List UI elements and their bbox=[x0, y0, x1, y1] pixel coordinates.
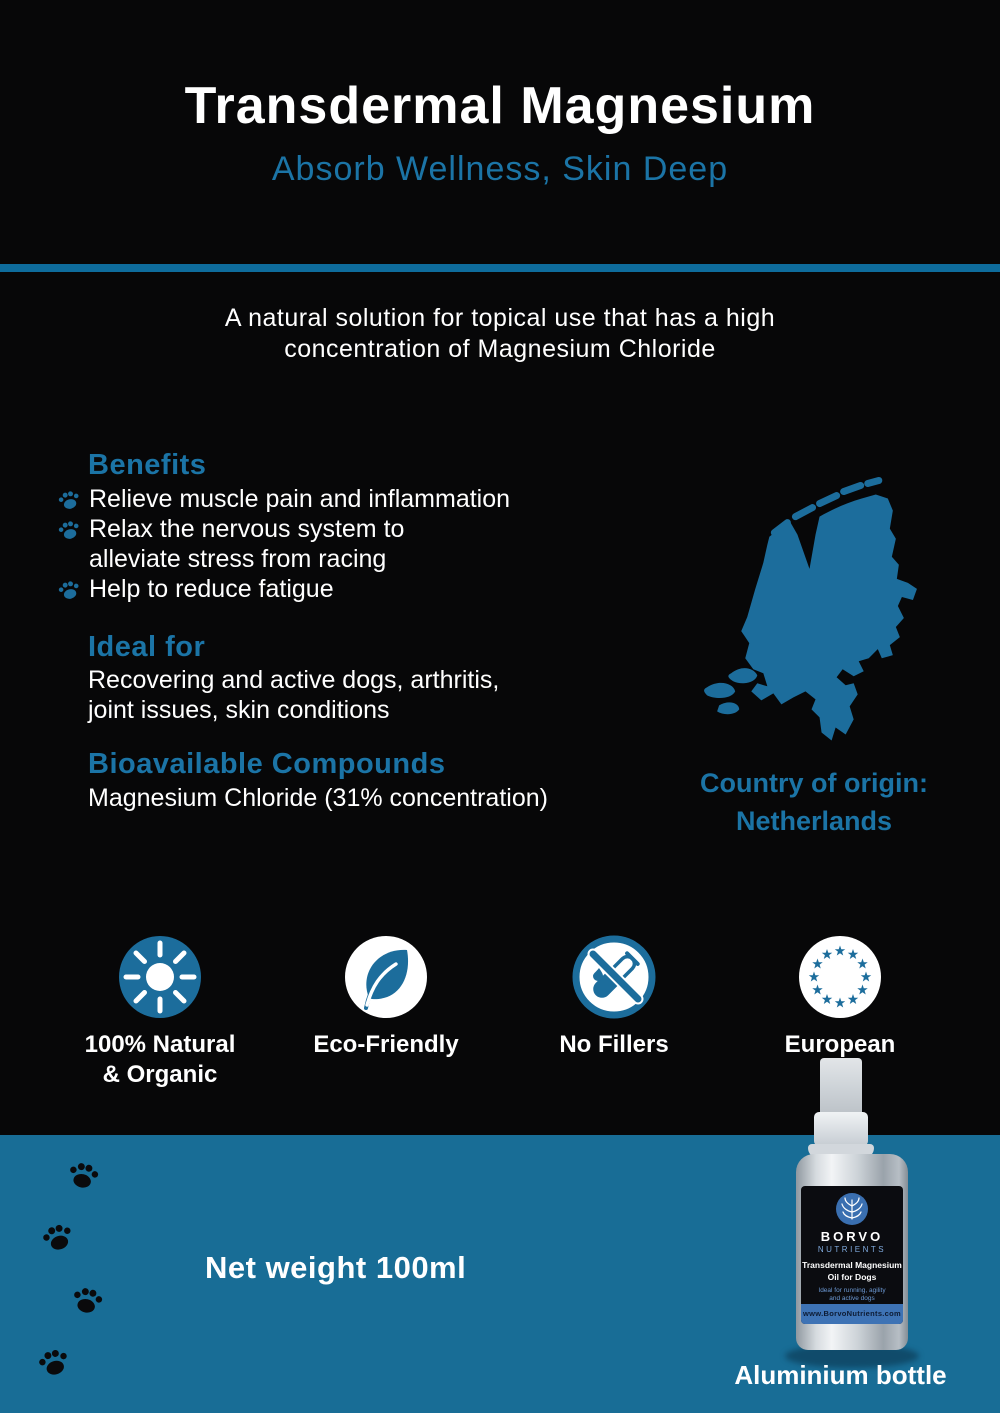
bottle-caption: Aluminium bottle bbox=[734, 1360, 947, 1390]
label-product-line-2: Oil for Dogs bbox=[827, 1272, 877, 1282]
feature-label: European bbox=[784, 1031, 896, 1058]
benefit-text: Relieve muscle pain and inflammation bbox=[89, 485, 511, 513]
ideal-for-line-2: joint issues, skin conditions bbox=[88, 696, 390, 724]
compounds-text: Magnesium Chloride (31% concentration) bbox=[88, 784, 548, 812]
feature-label: Eco-Friendly bbox=[313, 1031, 459, 1058]
spray-cap bbox=[820, 1058, 862, 1114]
label-product-line-1: Transdermal Magnesium bbox=[802, 1260, 902, 1270]
paw-print-icon bbox=[69, 1282, 105, 1317]
feature-natural bbox=[50, 935, 270, 1090]
feature-european bbox=[730, 935, 950, 1060]
paw-print-icon bbox=[65, 1157, 101, 1192]
benefits-heading: Benefits bbox=[88, 449, 207, 481]
origin-line-2: Netherlands bbox=[735, 806, 893, 836]
leaf-icon bbox=[344, 935, 428, 1019]
list-item bbox=[58, 514, 510, 544]
feature-label: 100% Natural & Organic bbox=[84, 1031, 236, 1088]
list-item bbox=[58, 574, 510, 604]
netherlands-map bbox=[685, 476, 931, 748]
benefit-text: Help to reduce fatigue bbox=[89, 575, 334, 603]
ideal-for-line-1: Recovering and active dogs, arthritis, bbox=[88, 666, 500, 694]
label-tagline-1: Ideal for running, agility bbox=[818, 1287, 886, 1294]
header-divider bbox=[0, 264, 1000, 272]
ideal-for-heading: Ideal for bbox=[88, 631, 206, 663]
benefits-list bbox=[58, 484, 510, 604]
product-bottle bbox=[795, 1058, 909, 1388]
origin-line-1: Country of origin: bbox=[700, 768, 928, 798]
eu-stars-icon bbox=[798, 935, 882, 1019]
label-website: www.BorvoNutrients.com bbox=[801, 1304, 903, 1324]
benefit-text-continued: alleviate stress from racing bbox=[89, 545, 387, 573]
label-tagline-2: and active dogs bbox=[829, 1295, 875, 1302]
no-fillers-icon bbox=[572, 935, 656, 1019]
spray-collar bbox=[814, 1112, 868, 1146]
page-subtitle: Absorb Wellness, Skin Deep bbox=[271, 150, 729, 188]
compounds-heading: Bioavailable Compounds bbox=[88, 748, 446, 780]
feature-eco-friendly bbox=[276, 935, 496, 1060]
brand-name: BORVO bbox=[820, 1229, 884, 1244]
sun-icon bbox=[118, 935, 202, 1019]
benefit-text: Relax the nervous system to bbox=[89, 515, 405, 543]
intro-line-2: concentration of Magnesium Chloride bbox=[284, 335, 716, 363]
page-title: Transdermal Magnesium bbox=[184, 77, 816, 135]
paw-bullet-icon bbox=[56, 517, 82, 543]
list-item bbox=[58, 484, 510, 514]
bottle-label bbox=[801, 1186, 903, 1324]
paw-bullet-icon bbox=[56, 487, 82, 513]
feature-label: No Fillers bbox=[559, 1031, 669, 1058]
paw-bullet-icon bbox=[56, 577, 82, 603]
borvo-logo-icon bbox=[835, 1192, 869, 1226]
origin-label bbox=[664, 764, 964, 840]
feature-no-fillers bbox=[504, 935, 724, 1060]
intro-line-1: A natural solution for topical use that has a high bbox=[224, 304, 776, 332]
brand-subname: NUTRIENTS bbox=[817, 1245, 887, 1254]
net-weight-text: Net weight 100ml bbox=[205, 1250, 467, 1285]
intro-text bbox=[0, 303, 1000, 365]
